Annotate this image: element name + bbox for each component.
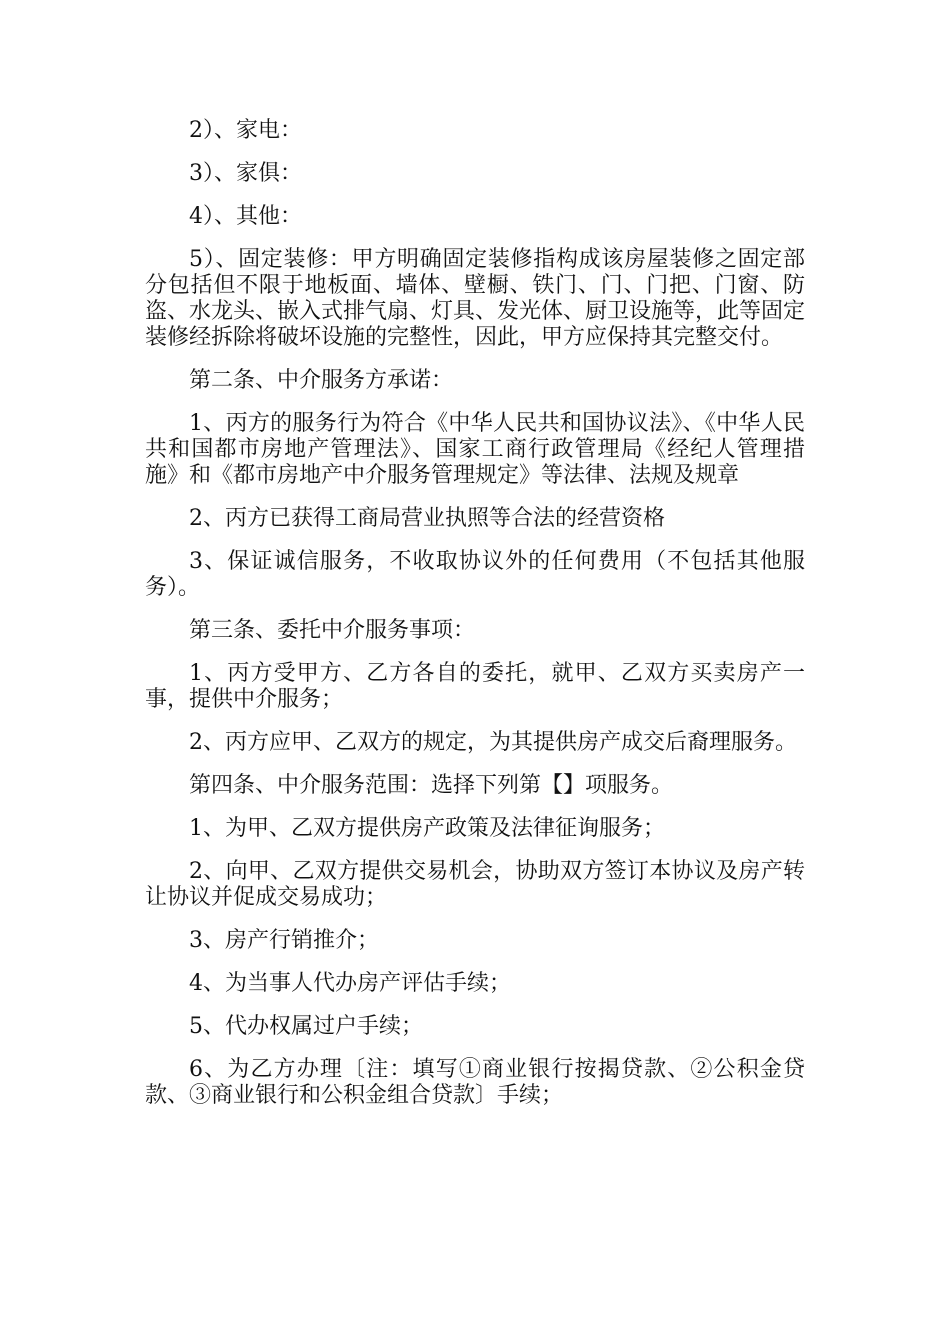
paragraph-article-4-item-2: 2、向甲、乙双方提供交易机会，协助双方签订本协议及房产转让协议并促成交易成功； bbox=[145, 859, 805, 910]
paragraph-article-4-item-5: 5、代办权属过户手续； bbox=[189, 1014, 423, 1039]
paragraph-furniture: 3）、家俱： bbox=[189, 161, 302, 186]
paragraph-article-4-item-1: 1、为甲、乙双方提供房产政策及法律征询服务； bbox=[189, 816, 665, 841]
paragraph-article-2-item-1: 1、丙方的服务行为符合《中华人民共和国协议法》、《中华人民共和国都市房地产管理法》、国家工商行政管理局《经纪人管理措施》和《都市房地产中介服务管理规定》等法律、法规及规章 bbox=[145, 411, 805, 488]
paragraph-other: 4）、其他： bbox=[189, 204, 302, 229]
paragraph-article-4-item-6: 6、为乙方办理〔注：填写①商业银行按揭贷款、②公积金贷款、③商业银行和公积金组合贷款〕手续； bbox=[145, 1057, 805, 1108]
paragraph-article-2-item-3: 3、保证诚信服务，不收取协议外的任何费用（不包括其他服务）。 bbox=[145, 549, 805, 600]
paragraph-article-3-item-2: 2、丙方应甲、乙双方的规定，为其提供房产成交后裔理服务。 bbox=[189, 730, 797, 755]
paragraph-fixed-decoration: 5）、固定装修：甲方明确固定装修指构成该房屋装修之固定部分包括但不限于地板面、墙体、壁橱、铁门、门、门把、门窗、防盗、水龙头、嵌入式排气扇、灯具、发光体、厨卫设施等，此等固定装修经拆除将破坏设施的完整性，因此，甲方应保持其完整交付。 bbox=[145, 247, 806, 350]
paragraph-article-4-item-3: 3、房产行销推介； bbox=[189, 928, 379, 953]
document-body bbox=[145, 118, 805, 1126]
paragraph-appliances: 2）、家电： bbox=[189, 118, 302, 143]
paragraph-article-4-item-4: 4、为当事人代办房产评估手续； bbox=[189, 971, 511, 996]
heading-article-4: 第四条、中介服务范围：选择下列第【】项服务。 bbox=[189, 773, 674, 798]
heading-article-2: 第二条、中介服务方承诺： bbox=[189, 368, 454, 393]
paragraph-article-3-item-1: 1、丙方受甲方、乙方各自的委托，就甲、乙双方买卖房产一事，提供中介服务； bbox=[145, 661, 805, 712]
heading-article-3: 第三条、委托中介服务事项： bbox=[189, 618, 476, 643]
paragraph-article-2-item-2: 2、丙方已获得工商局营业执照等合法的经营资格 bbox=[189, 506, 665, 531]
